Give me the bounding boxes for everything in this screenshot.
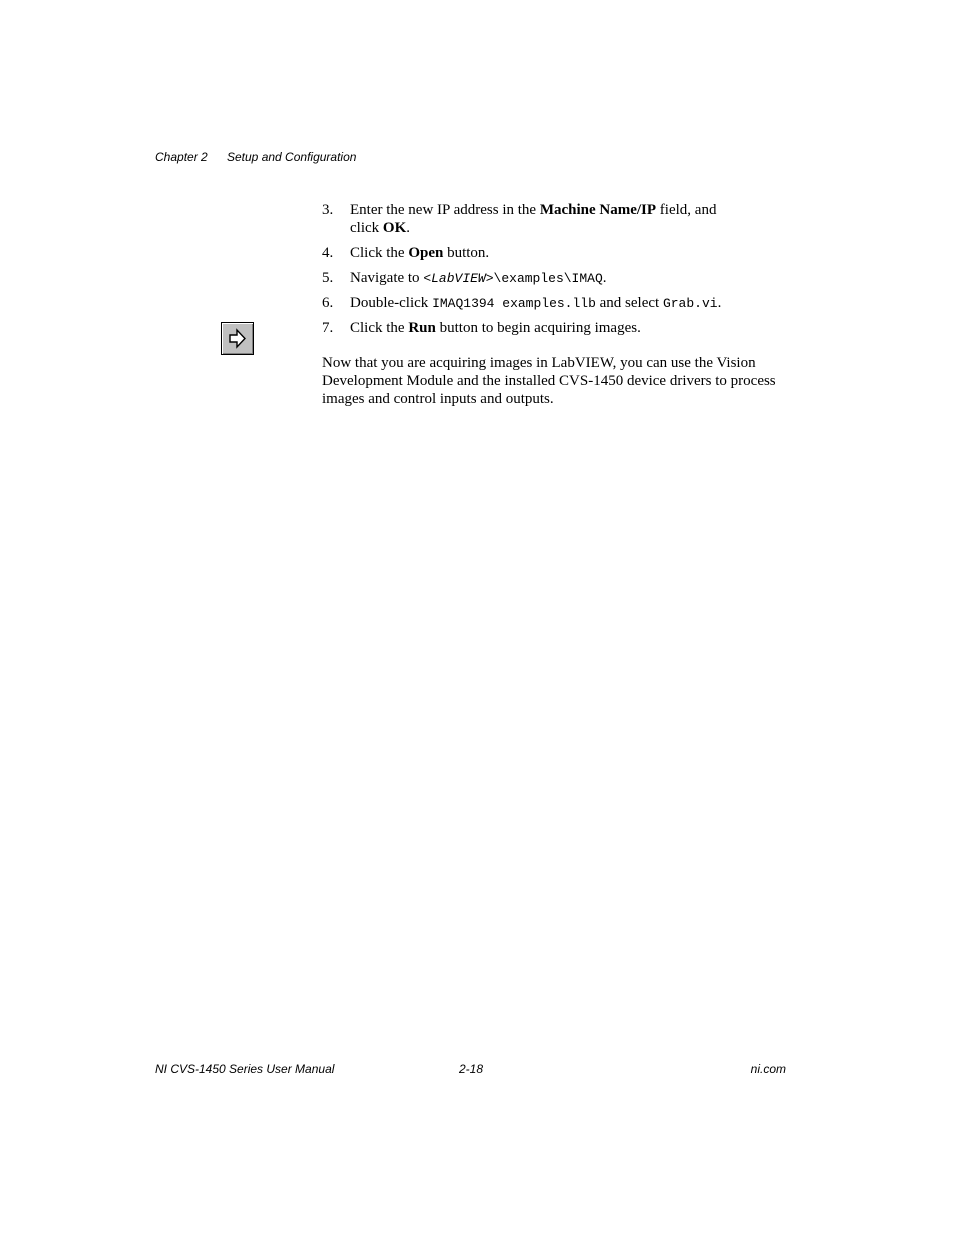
open-label: Open: [408, 245, 444, 261]
run-button-icon: [221, 322, 254, 355]
paragraph-line: Development Module and the installed CVS-1450 device drivers to process: [322, 373, 776, 389]
step-number: 4.: [322, 245, 334, 261]
paragraph-line: Now that you are acquiring images in LabVIEW, you can use the Vision: [322, 355, 756, 371]
step-number: 6.: [322, 295, 334, 311]
summary-paragraph: [322, 354, 790, 408]
step-text: Enter the new IP address in the Machine Name/IP field, and click OK.: [350, 202, 717, 236]
step-number: 7.: [322, 320, 334, 336]
ok-label: OK: [382, 220, 407, 236]
header-chapter: Chapter 2: [155, 150, 208, 164]
labview-path: <LabVIEW>\examples\IMAQ: [423, 271, 603, 286]
step-text: Click the Run button to begin acquiring images.: [350, 320, 641, 336]
step-4: [322, 244, 792, 262]
paragraph-line: images and control inputs and outputs.: [322, 391, 554, 407]
llb-filename: IMAQ1394 examples.llb: [432, 296, 596, 311]
step-text: Navigate to <LabVIEW>\examples\IMAQ.: [350, 270, 607, 286]
run-arrow-icon: [227, 328, 248, 349]
step-6: [322, 294, 792, 312]
footer-manual-title: NI CVS-1450 Series User Manual: [155, 1062, 335, 1076]
header-section: Setup and Configuration: [227, 150, 357, 164]
step-number: 3.: [322, 202, 334, 218]
step-3: [322, 201, 792, 237]
step-text: Click the Open button.: [350, 245, 490, 261]
run-label: Run: [408, 320, 436, 336]
step-number: 5.: [322, 270, 334, 286]
step-text: Double-click IMAQ1394 examples.llb and select Grab.vi.: [350, 295, 722, 311]
machine-name-ip-label: Machine Name/IP: [539, 202, 657, 218]
footer-website: ni.com: [750, 1062, 786, 1076]
vi-filename: Grab.vi: [662, 296, 718, 311]
footer-page-number: 2-18: [459, 1062, 484, 1076]
step-7: [322, 319, 792, 337]
step-5: [322, 269, 792, 287]
